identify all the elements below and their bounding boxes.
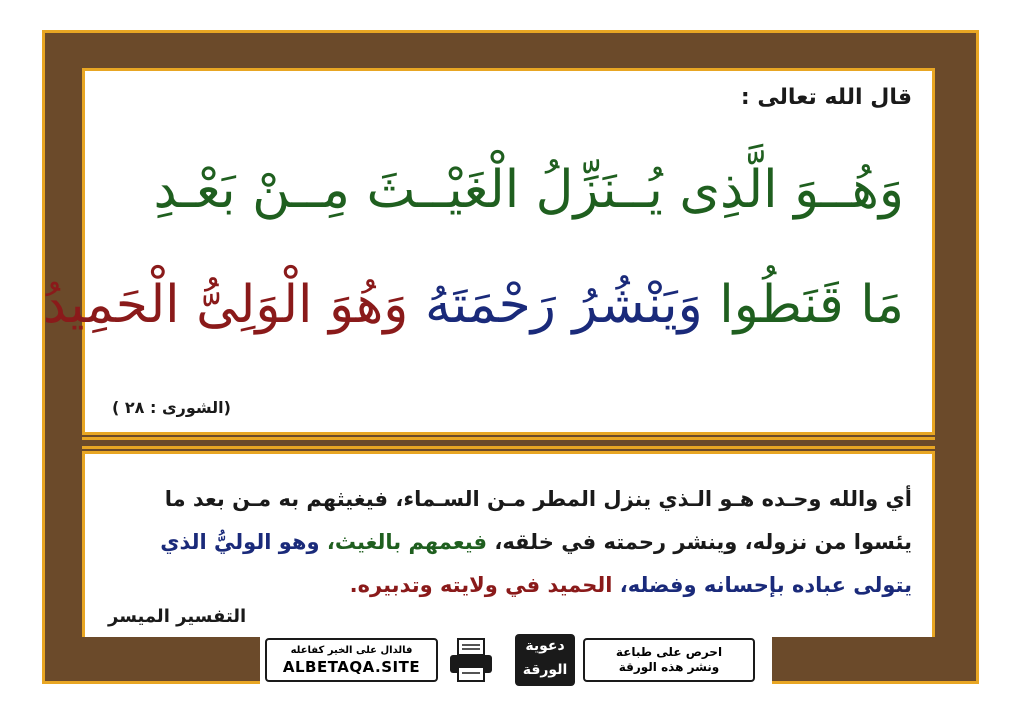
intro-text: قال الله تعالى : bbox=[740, 85, 912, 110]
tafsir-part-2: فيعمهم بالغيث، bbox=[326, 530, 488, 554]
verse-line-1: وَهُــوَ الَّذِى يُــنَزِّلُ الْغَيْــثَ مِــنْ بَعْـدِ bbox=[153, 160, 904, 220]
verse-panel bbox=[82, 68, 935, 435]
source-label: التفسير الميسر bbox=[108, 606, 247, 627]
logo bbox=[515, 634, 575, 686]
verse-segment-green: مَا قَنَطُوا bbox=[719, 275, 904, 335]
logo-text-top: دعوية bbox=[525, 638, 565, 654]
panel-divider bbox=[82, 437, 935, 449]
site-badge-slogan: فالدال على الخير كفاعله bbox=[290, 645, 413, 656]
verse-line-2 bbox=[43, 275, 904, 335]
printer-icon bbox=[447, 637, 495, 683]
tafsir-part-4: الحميد في ولايته وتدبيره. bbox=[349, 573, 613, 597]
site-badge-url[interactable]: ALBETAQA.SITE bbox=[282, 658, 421, 676]
verse-reference: (الشورى : ٢٨ ) bbox=[112, 398, 231, 417]
verse-segment-red: وَهُوَ الْوَلِىُّ الْحَمِيدُ bbox=[42, 275, 409, 335]
site-badge[interactable] bbox=[265, 638, 438, 682]
print-notice-line-2: ونشر هذه الورقة bbox=[618, 660, 720, 674]
verse-segment-blue: وَيَنْشُرُ رَحْمَتَهُ bbox=[424, 275, 703, 335]
tafsir-part-3: وهو الوليُّ الذي يتولى عباده بإحسانه وفضله، bbox=[160, 530, 912, 597]
logo-text-bottom: الورقة bbox=[522, 662, 568, 678]
print-notice bbox=[583, 638, 755, 682]
print-notice-line-1: احرص على طباعة bbox=[615, 645, 723, 659]
tafsir-part-1: أي والله وحـده هـو الـذي ينزل المطر مـن السـماء، فيغيثهم به مـن بعد ما يئسوا من نزوله، وينشر رحمته في خلقه، bbox=[164, 487, 912, 554]
tafsir-text bbox=[112, 478, 912, 607]
